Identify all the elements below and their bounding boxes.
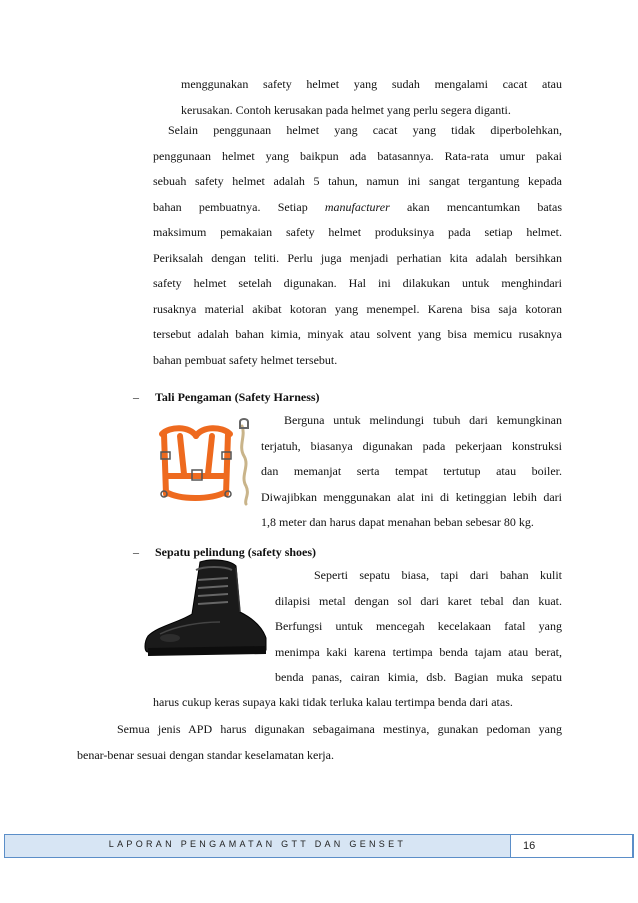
text-line: Diwajibkan menggunakan alat ini di ketinggian lebih dari (261, 489, 562, 504)
helmet-paragraph-continued (181, 72, 562, 123)
shoes-description-last-line (153, 690, 562, 716)
text-line: dilapisi metal dengan sol dari karet tebal dan kuat. (275, 593, 562, 608)
text-line: tersebut adalah bahan kimia, minyak atau solvent yang bisa memicu rusaknya (153, 327, 562, 341)
text-line: Selain penggunaan helmet yang cacat yang tidak diperbolehkan, (168, 123, 562, 137)
harness-description (261, 408, 562, 536)
text-line: penggunaan helmet yang baikpun ada batasannya. Rata-rata umur pakai (153, 148, 562, 163)
text-line: Berguna untuk melindungi tubuh dari kemungkinan (284, 413, 562, 427)
harness-heading: Tali Pengaman (Safety Harness) (155, 390, 320, 404)
text-line: benda panas, cairan kimia, dsb. Bagian muka sepatu (275, 670, 562, 684)
helmet-lifetime-paragraph (153, 118, 562, 373)
text-line: kerusakan. Contoh kerusakan pada helmet yang perlu segera diganti. (181, 102, 511, 117)
closing-paragraph (77, 717, 562, 768)
text-line: sebuah safety helmet adalah 5 tahun, namun ini sangat tergantung kepada (153, 174, 562, 188)
text-line: safety helmet setelah digunakan. Hal ini dilakukan untuk menghindari (153, 276, 562, 290)
text-line: dan memanjat serta tempat tertutup atau boiler. (261, 464, 562, 478)
text-line: Seperti sepatu biasa, tapi dari bahan kulit (314, 568, 562, 582)
safety-shoe-image (140, 556, 272, 662)
text-line: harus cukup keras supaya kaki tidak terluka kalau tertimpa benda dari atas. (153, 695, 513, 709)
list-dash: – (133, 545, 139, 559)
text-line-with-italic: bahan pembuatnya. Setiap manufacturer akan mencantumkan batas (153, 199, 562, 214)
page-number: 16 (510, 834, 633, 858)
text-line: maksimum pemakaian safety helmet produksinya pada setiap helmet. (153, 225, 562, 239)
text-line: Semua jenis APD harus digunakan sebagaimana mestinya, gunakan pedoman yang (117, 722, 562, 736)
text-line: terjatuh, biasanya digunakan pada pekerjaan konstruksi (261, 438, 562, 453)
shoes-description (275, 563, 562, 691)
list-dash: – (133, 390, 139, 404)
footer-title: LAPORAN PENGAMATAN GTT DAN GENSET (108, 839, 407, 849)
text-line: bahan pembuat safety helmet tersebut. (153, 352, 338, 367)
text-line: rusaknya material akibat kotoran yang menempel. Karena bisa saja kotoran (153, 301, 562, 316)
text-line: menggunakan safety helmet yang sudah mengalami cacat atau (181, 77, 562, 91)
text-line: benar-benar sesuai dengan standar keselamatan kerja. (77, 747, 334, 762)
text-line: Periksalah dengan teliti. Perlu juga menjadi perhatian kita adalah bersihkan (153, 250, 562, 265)
text-line: Berfungsi untuk mencegah kecelakaan fatal yang (275, 619, 562, 633)
page-footer (4, 834, 634, 858)
text-line: 1,8 meter dan harus dapat menahan beban sebesar 80 kg. (261, 515, 534, 529)
shoes-heading: Sepatu pelindung (safety shoes) (155, 545, 317, 559)
italic-term: manufacturer (324, 199, 390, 214)
safety-harness-image (150, 416, 258, 506)
text-line: menimpa kaki karena tertimpa benda tajam atau berat, (275, 644, 562, 659)
